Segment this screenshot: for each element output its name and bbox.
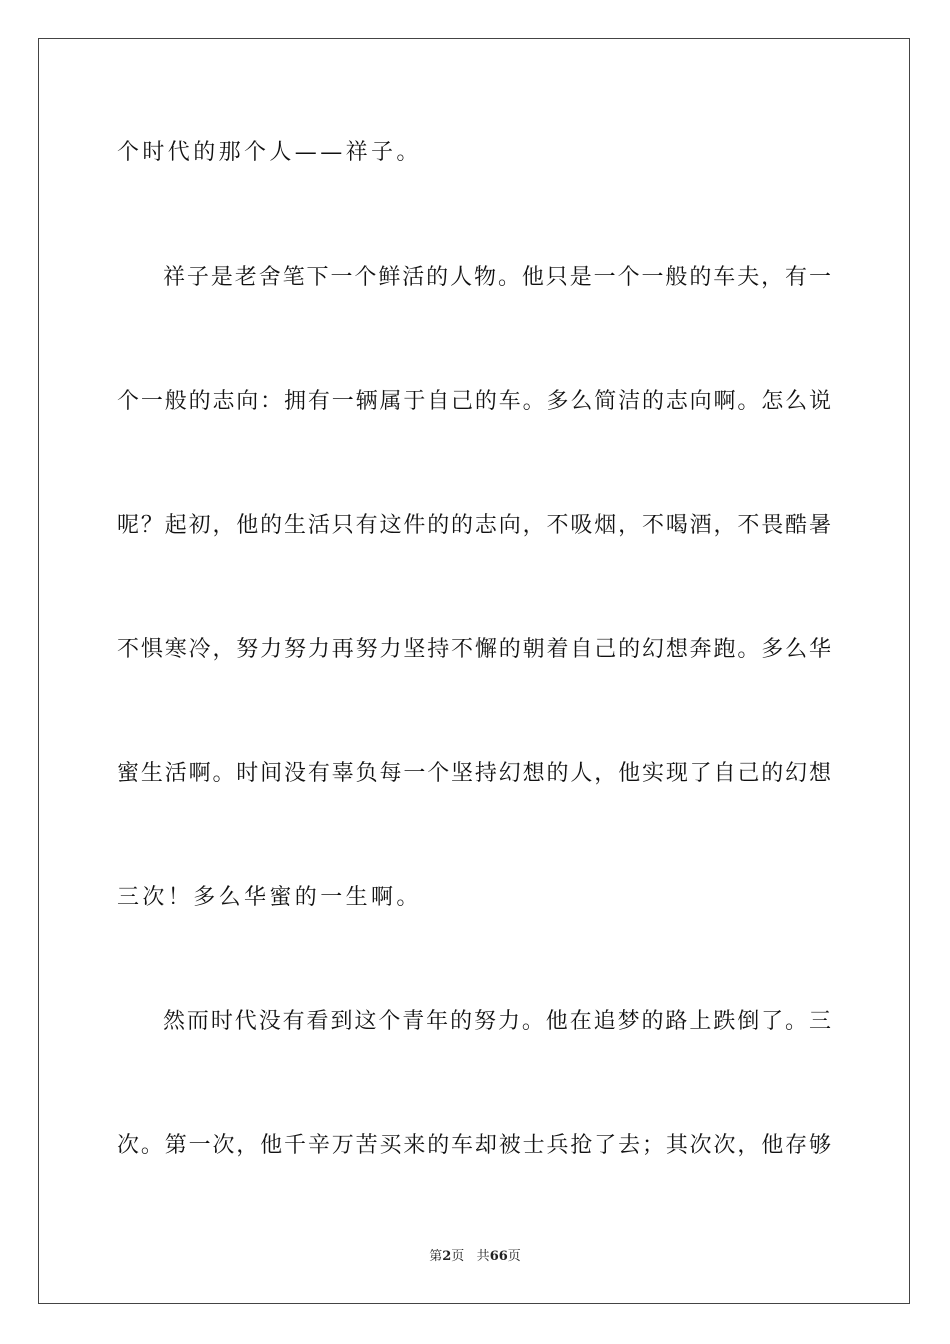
total-prefix: 共 [476, 1249, 490, 1264]
text-line-6: 蜜生活啊。时间没有辜负每一个坚持幻想的人，他实现了自己的幻想 [117, 761, 831, 786]
total-pages: 66 [489, 1249, 508, 1264]
text-line-2: 祥子是老舍笔下一个鲜活的人物。他只是一个一般的车夫，有一 [163, 265, 831, 290]
text-line-5: 不惧寒冷，努力努力再努力坚持不懈的朝着自己的幻想奔跑。多么华 [117, 637, 831, 662]
page-border [38, 38, 910, 1304]
text-line-7: 三次！多么华蜜的一生啊。 [117, 885, 422, 910]
text-line-1: 个时代的那个人——祥子。 [117, 140, 422, 165]
page-footer [0, 1248, 950, 1266]
page-prefix: 第 [429, 1249, 443, 1264]
text-line-8: 然而时代没有看到这个青年的努力。他在追梦的路上跌倒了。三 [163, 1009, 831, 1034]
text-line-3: 个一般的志向：拥有一辆属于自己的车。多么简洁的志向啊。怎么说 [117, 389, 831, 414]
text-line-4: 呢？起初，他的生活只有这件的的志向，不吸烟，不喝酒，不畏酷暑 [117, 513, 831, 538]
total-suffix: 页 [507, 1249, 521, 1264]
page-suffix: 页 [451, 1249, 465, 1264]
text-line-9: 次。第一次，他千辛万苦买来的车却被士兵抢了去；其次次，他存够 [117, 1133, 831, 1158]
page-number: 2 [442, 1249, 452, 1264]
